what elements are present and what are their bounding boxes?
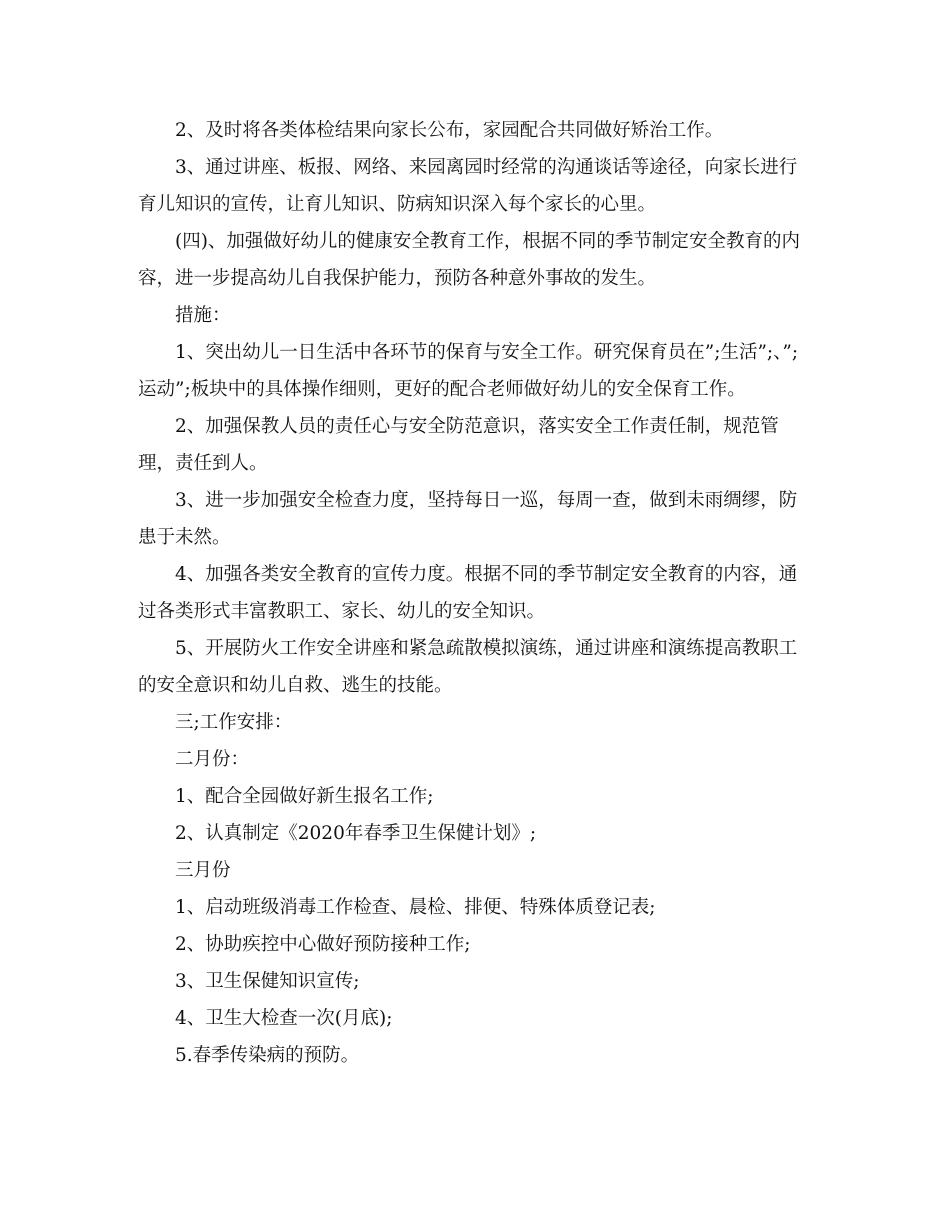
paragraph-measure-3: 3、进一步加强安全检查力度，坚持每日一巡，每周一查，做到未雨绸缪，防患于未然。 — [138, 490, 798, 548]
paragraph-measure-1: 1、突出幼儿一日生活中各环节的保育与安全工作。研究保育员在”;生活”;、”;运动”;板块中的具体操作细则，更好的配合老师做好幼儿的安全保育工作。 — [138, 342, 799, 400]
paragraph-health-results: 2、及时将各类体检结果向家长公布，家园配合共同做好矫治工作。 — [175, 120, 724, 141]
paragraph-measure-2: 2、加强保教人员的责任心与安全防范意识，落实安全工作责任制，规范管理，责任到人。 — [138, 416, 779, 474]
paragraph-march-item-2: 2、协助疾控中心做好预防接种工作; — [175, 934, 471, 955]
paragraph-measure-4: 4、加强各类安全教育的宣传力度。根据不同的季节制定安全教育的内容，通过各类形式丰富教职工、家长、幼儿的安全知识。 — [138, 564, 798, 622]
paragraph-parent-education: 3、通过讲座、板报、网络、来园离园时经常的沟通谈话等途径，向家长进行育儿知识的宣传，让育儿知识、防病知识深入每个家长的心里。 — [138, 157, 798, 215]
document-body — [138, 112, 810, 1074]
paragraph-march-heading: 三月份 — [175, 860, 231, 881]
paragraph-march-item-4: 4、卫生大检查一次(月底); — [175, 1008, 393, 1029]
paragraph-february-item-2: 2、认真制定《2020年春季卫生保健计划》; — [175, 823, 537, 844]
paragraph-safety-education: (四)、加强做好幼儿的健康安全教育工作，根据不同的季节制定安全教育的内容，进一步提高幼儿自我保护能力，预防各种意外事故的发生。 — [138, 231, 800, 289]
paragraph-work-arrangement-heading: 三;工作安排： — [175, 712, 293, 733]
paragraph-march-item-5: 5.春季传染病的预防。 — [175, 1045, 360, 1066]
paragraph-february-item-1: 1、配合全园做好新生报名工作; — [175, 786, 434, 807]
paragraph-february-heading: 二月份： — [175, 749, 250, 770]
paragraph-march-item-3: 3、卫生保健知识宣传; — [175, 971, 360, 992]
paragraph-march-item-1: 1、启动班级消毒工作检查、晨检、排便、特殊体质登记表; — [175, 897, 656, 918]
paragraph-measure-5: 5、开展防火工作安全讲座和紧急疏散模拟演练，通过讲座和演练提高教职工的安全意识和幼儿自救、逃生的技能。 — [138, 638, 798, 696]
paragraph-measures-heading: 措施： — [175, 305, 231, 326]
